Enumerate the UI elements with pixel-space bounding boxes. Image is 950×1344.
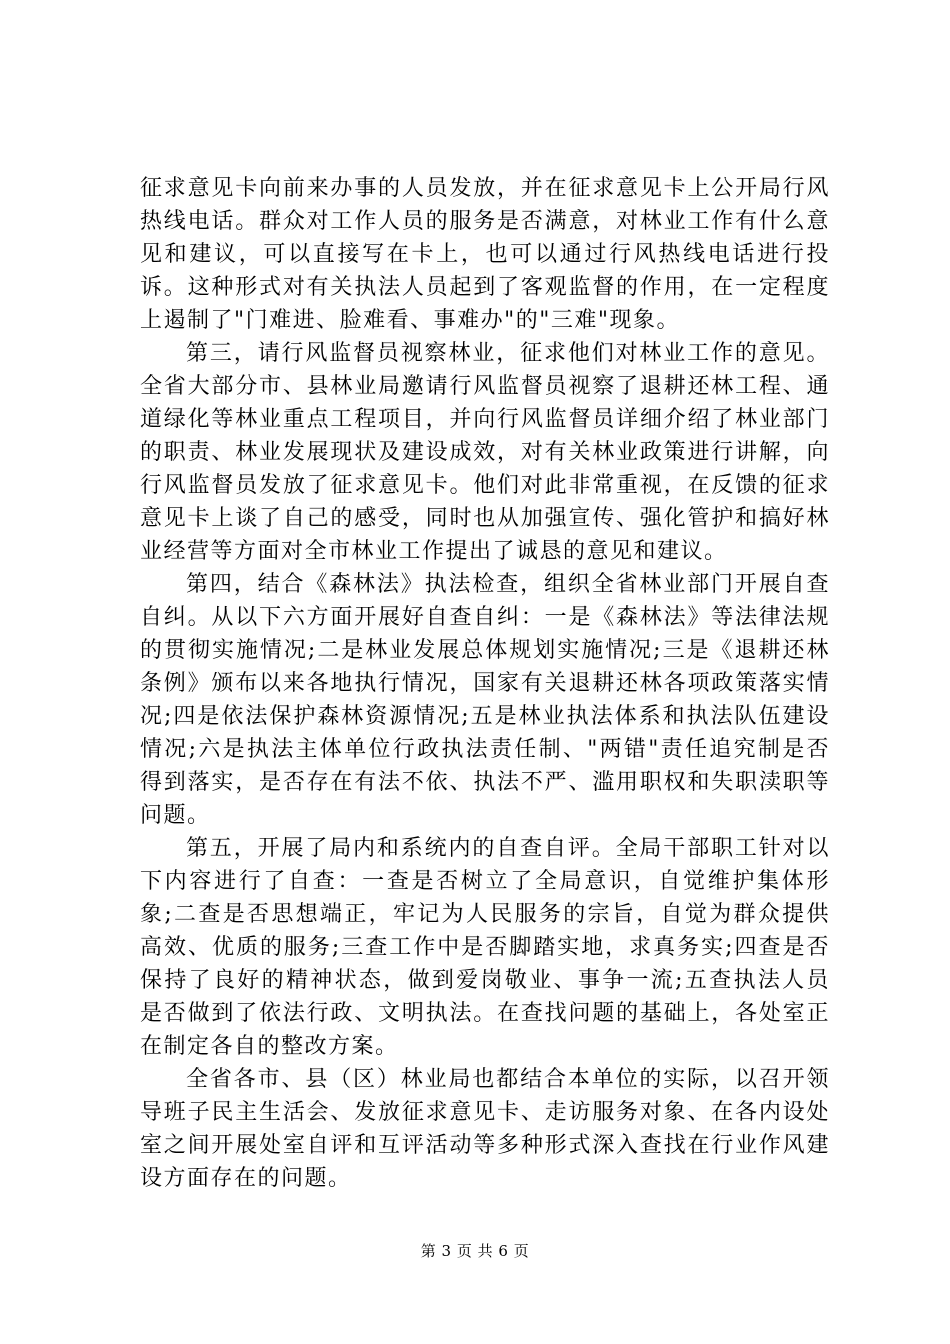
page-number-footer: 第 3 页 共 6 页	[420, 1242, 530, 1260]
paragraph-fifth-point: 第五，开展了局内和系统内的自查自评。全局干部职工针对以下内容进行了自查：一查是否树立了全局意识，自觉维护集体形象;二查是否思想端正，牢记为人民服务的宗旨，自觉为群众提供高效、优质的服务;三查工作中是否脚踏实地，求真务实;四查是否保持了良好的精神状态，做到爱岗敬业、事争一流;五查执法人员是否做到了依法行政、文明执法。在查找问题的基础上，各处室正在制定各自的整改方案。	[140, 836, 830, 1059]
document-body	[140, 172, 830, 1195]
paragraph-third-point: 第三，请行风监督员视察林业，征求他们对林业工作的意见。全省大部分市、县林业局邀请行风监督员视察了退耕还林工程、通道绿化等林业重点工程项目，并向行风监督员详细介绍了林业部门的职责、林业发展现状及建设成效，对有关林业政策进行讲解，向行风监督员发放了征求意见卡。他们对此非常重视，在反馈的征求意见卡上谈了自己的感受，同时也从加强宣传、强化管护和搞好林业经营等方面对全市林业工作提出了诚恳的意见和建议。	[140, 341, 830, 564]
paragraph-province-summary: 全省各市、县（区）林业局也都结合本单位的实际，以召开领导班子民主生活会、发放征求意见卡、走访服务对象、在各内设处室之间开展处室自评和互评活动等多种形式深入查找在行业作风建设方面存在的问题。	[140, 1067, 830, 1191]
paragraph-fourth-point: 第四，结合《森林法》执法检查，组织全省林业部门开展自查自纠。从以下六方面开展好自查自纠：一是《森林法》等法律法规的贯彻实施情况;二是林业发展总体规划实施情况;三是《退耕还林条例》颁布以来各地执行情况，国家有关退耕还林各项政策落实情况;四是依法保护森林资源情况;五是林业执法体系和执法队伍建设情况;六是执法主体单位行政执法责任制、"两错"责任追究制是否得到落实，是否存在有法不依、执法不严、滥用职权和失职渎职等问题。	[140, 572, 830, 828]
paragraph-continuation: 征求意见卡向前来办事的人员发放，并在征求意见卡上公开局行风热线电话。群众对工作人员的服务是否满意，对林业工作有什么意见和建议，可以直接写在卡上，也可以通过行风热线电话进行投诉。这种形式对有关执法人员起到了客观监督的作用，在一定程度上遏制了"门难进、脸难看、事难办"的"三难"现象。	[140, 176, 830, 333]
